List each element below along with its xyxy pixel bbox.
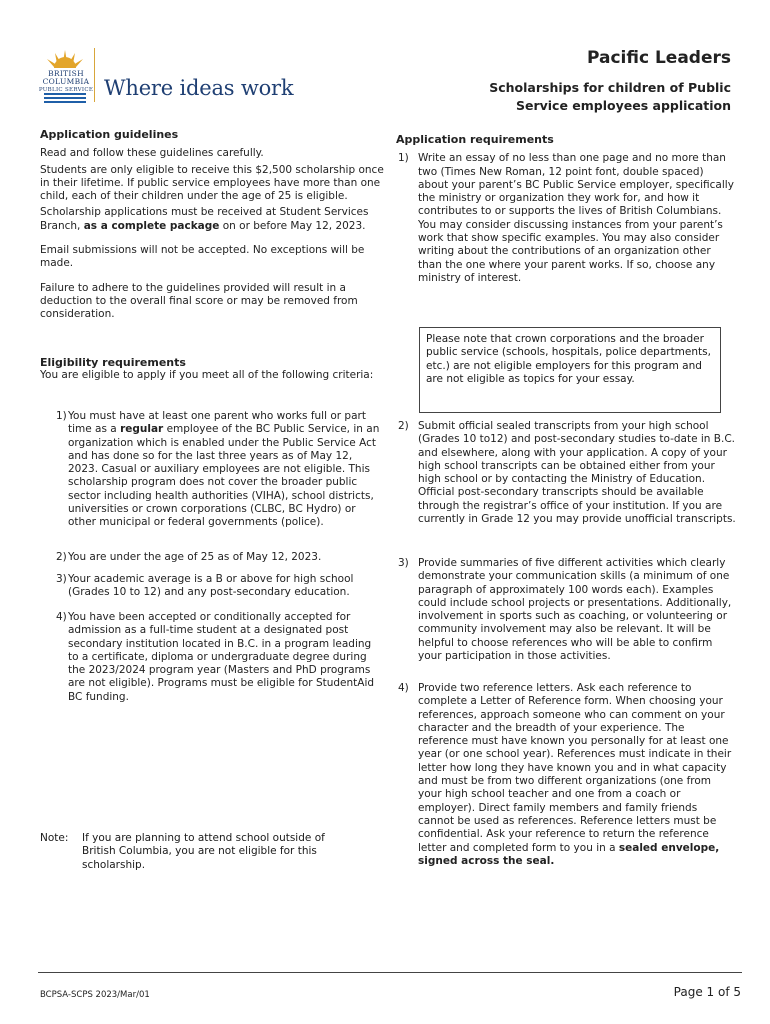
- logo-line-2: COLUMBIA: [42, 77, 90, 86]
- eligibility-item-2: [40, 551, 385, 564]
- logo-wordmark: [38, 70, 94, 94]
- footer-divider: [38, 972, 742, 973]
- item-text: Write an essay of no less than one page and no more than two (Times New Roman, 12 point font, double spaced) about your parent’s BC Public Service employer, specifically the ministry or organization they work for, and how it contributes to or supports the lives of British Columbians. You may consider discussing instances from your parent’s work that show specific examples. You may also consider writing about the contributions of an organization other than the one where your parent works. If so, choose any ministry of interest.: [418, 152, 734, 284]
- list-number: 3): [398, 557, 409, 569]
- page-number: Page 1 of 5: [673, 985, 741, 999]
- list-number: 4): [56, 611, 67, 623]
- item-text: You must have at least one parent who works full or part time as a: [68, 410, 366, 436]
- item-text: Your academic average is a B or above for high school (Grades 10 to 12) and any post-secondary education.: [68, 573, 354, 599]
- guidelines-paragraph-3: [40, 206, 385, 233]
- item-text-after: employee of the BC Public Service, in an organization which is enabled under the Public Service Act and has done so for the last three years as of May 12, 2023. Casual or auxiliary employees are not eligible. This scholarship program does not cover the broader public sector including health authorities (VIHA), school districts, universities or crown corporations (CLBC, BC Hydro) or other municipal or federal governments (police).: [68, 423, 380, 529]
- bc-public-service-logo: [36, 46, 294, 106]
- page-title: Pacific Leaders: [586, 48, 731, 68]
- crown-corporation-notice-box: [419, 327, 721, 413]
- notice-text: Please note that crown corporations and the broader public service (schools, hospitals, police departments, etc.) are not eligible employers for this program and are not eligible as topics for your essay.: [426, 333, 711, 385]
- logo-tagline: Where ideas work: [104, 76, 294, 100]
- eligibility-heading: Eligibility requirements: [40, 356, 186, 369]
- eligibility-item-4: [40, 611, 385, 704]
- guidelines-heading: Application guidelines: [40, 128, 179, 141]
- list-number: 4): [398, 682, 409, 694]
- requirement-item-2: [396, 420, 736, 526]
- p3-text-before: Scholarship applications must be received at Student Services Branch,: [40, 206, 369, 232]
- guidelines-paragraph-1: Read and follow these guidelines carefully.: [40, 147, 264, 160]
- subtitle-line-1: Scholarships for children of Public: [489, 80, 731, 95]
- list-number: 1): [398, 152, 409, 165]
- p3-text-after: on or before May 12, 2023.: [219, 219, 366, 232]
- item-text-bold: regular: [120, 423, 164, 436]
- logo-line-3: PUBLIC SERVICE: [38, 87, 94, 93]
- guidelines-paragraph-5: Failure to adhere to the guidelines provided will result in a deduction to the overall final score or may be removed from consideration.: [40, 281, 358, 321]
- logo-line-1: BRITISH: [48, 69, 84, 78]
- list-number: 2): [56, 551, 67, 563]
- p3-text-bold: as a complete package: [83, 219, 220, 232]
- page-subtitle: [471, 79, 731, 115]
- requirement-item-4: [396, 682, 736, 868]
- list-number: 3): [56, 573, 67, 585]
- list-number: 1): [56, 410, 67, 422]
- form-code: BCPSA-SCPS 2023/Mar/01: [40, 990, 150, 1000]
- subtitle-line-2: Service employees application: [515, 98, 731, 113]
- item-text: Submit official sealed transcripts from your high school (Grades 10 to12) and post-secondary studies to-date in B.C. and elsewhere, along with your application. A copy of your high school transcripts can be obtained either from your high school or by contacting the Ministry of Education. Official post-secondary transcripts should be available through the registrar’s office of your institution. If you are currently in Grade 12 you may provide unofficial transcripts.: [418, 420, 736, 526]
- note-label: Note:: [40, 832, 69, 844]
- item-text: Provide two reference letters. Ask each reference to complete a Letter of Reference form. When choosing your references, approach someone who can comment on your character and the breadth of your experience. The reference must have known you personally for at least one year (or one school year). References must indicate in their letter how long they have known you and in what capacity and must be from two different organizations (one from your high school teacher and one from a coach or employer). Direct family members and family friends cannot be used as references. Reference letters must be confidential. Ask your reference to return the reference letter and completed form to you in a: [418, 682, 732, 854]
- requirements-heading: Application requirements: [396, 133, 554, 146]
- eligibility-section: [40, 356, 385, 383]
- list-number: 2): [398, 420, 409, 432]
- item-text: You have been accepted or conditionally accepted for admission as a full-time student at a designated post secondary institution located in B.C. in a program leading to a certificate, diploma or undergraduate degree during the 2023/2024 program year (Masters and PhD programs are not eligible). Programs must be eligible for StudentAid BC funding.: [68, 611, 375, 703]
- note-text: If you are planning to attend school outside of British Columbia, you are not eligible for this scholarship.: [82, 832, 325, 871]
- eligibility-intro: You are eligible to apply if you meet all of the following criteria:: [40, 369, 374, 382]
- item-text: Provide summaries of five different activities which clearly demonstrate your communication skills (a minimum of one paragraph of approximately 100 words each). Examples could include school projects or presentations. Additionally, involvement in sports such as coaching, or volunteering or community involvement may also be relevant. It will be helpful to choose references who will be able to confirm your participation in those activities.: [418, 557, 732, 663]
- item-text-bold: sealed envelope, signed across the seal.: [418, 841, 720, 867]
- requirement-item-3: [396, 557, 736, 663]
- item-text: You are under the age of 25 as of May 12, 2023.: [68, 551, 322, 563]
- eligibility-item-3: [40, 573, 385, 600]
- eligibility-item-1: [40, 410, 385, 530]
- guidelines-paragraph-2: Students are only eligible to receive this $2,500 scholarship once in their lifetime. If public service employees have more than one child, each of their children under the age of 25 is eligible.: [40, 163, 384, 203]
- guidelines-paragraph-4: Email submissions will not be accepted. No exceptions will be made.: [40, 244, 365, 270]
- application-requirements-section: [396, 133, 736, 285]
- application-guidelines-section: [40, 128, 385, 322]
- logo-divider: [94, 48, 95, 102]
- requirement-item-1: [396, 152, 736, 285]
